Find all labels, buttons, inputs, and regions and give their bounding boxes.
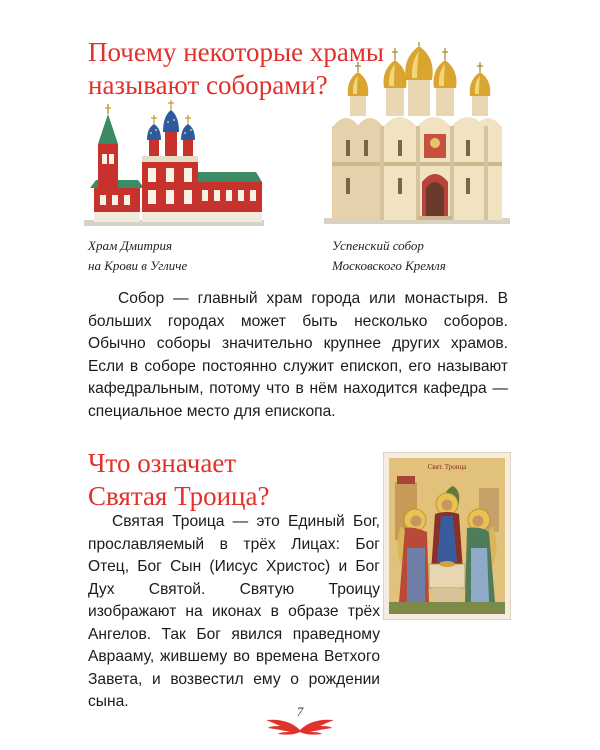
icon-inscription: Свят. Троица <box>427 463 467 471</box>
caption-dormition-cathedral <box>332 236 502 276</box>
church-dmitry-illustration <box>84 100 264 230</box>
trinity-paragraph: Святая Троица — это Единый Бог, прославляемый в трёх Лицах: Бог Отец, Бог Сын (Иисус Христос) и Бог Дух Святой. Святую Троицу изображают на иконах в образе трёх Ангелов. Так Бог явился праведному Аврааму, жившему во времена Ветхого Завета, и возвестил ему о рождении сына. <box>88 513 380 710</box>
heading-line: Святая Троица? <box>88 481 270 511</box>
dormition-cathedral-illustration <box>324 42 510 226</box>
section-heading-trinity <box>88 447 368 513</box>
cathedral-paragraph: Собор — главный храм города или монастыря. В больших городах может быть несколько соборов. Обычно соборы значительно крупнее других храмов. Если в соборе постоянно служит епископ, его называют кафедральным, потому что в нём находится кафедра — специальное место для епископа. <box>88 290 508 420</box>
caption-line: Успенский собор <box>332 238 424 253</box>
heading-line: называют соборами? <box>88 70 328 100</box>
caption-line: на Крови в Угличе <box>88 258 188 273</box>
heading-line: Почему некоторые храмы <box>88 37 385 67</box>
trinity-icon-image <box>383 452 511 620</box>
caption-line: Храм Дмитрия <box>88 238 172 253</box>
wings-ornament-icon <box>262 716 338 738</box>
caption-dmitry-church <box>88 236 238 276</box>
page-number: 7 <box>296 704 304 719</box>
caption-line: Московского Кремля <box>332 258 446 273</box>
heading-line: Что означает <box>88 448 237 478</box>
